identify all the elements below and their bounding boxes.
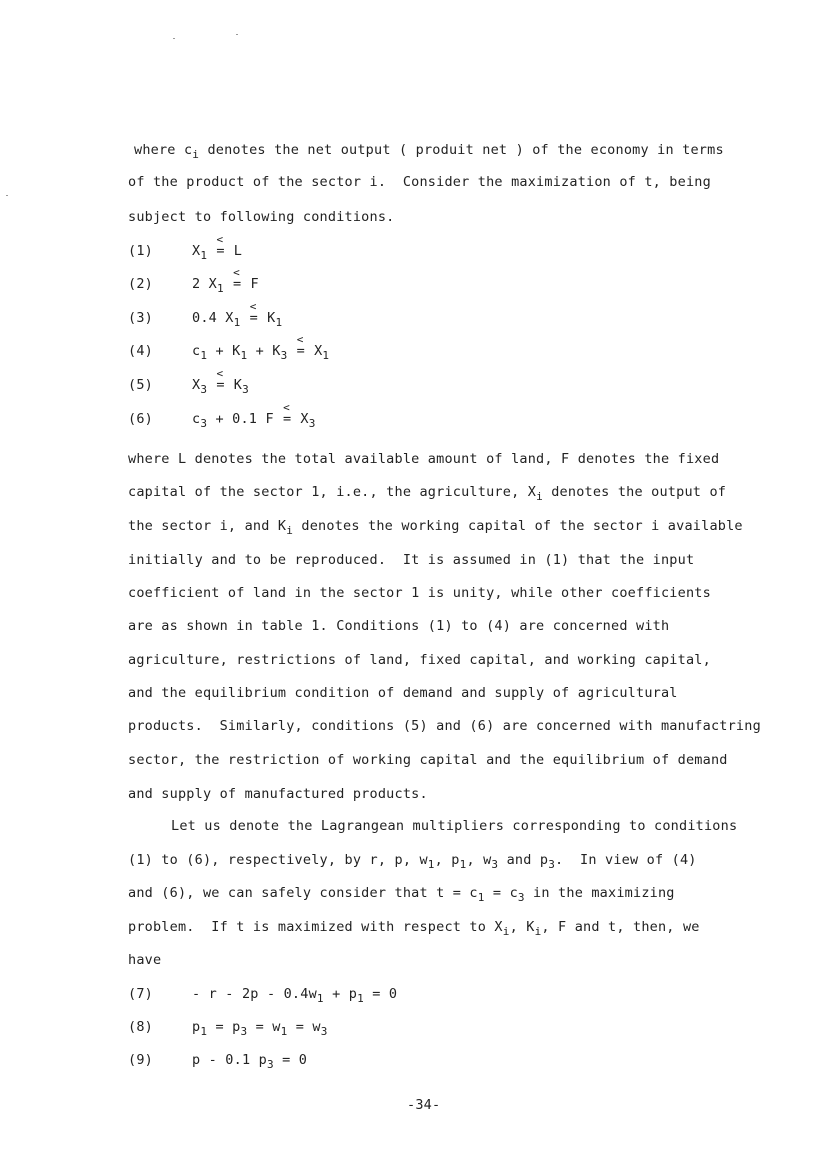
body-text-line: of the product of the sector i. Consider the maximization of t, being [128,174,711,190]
body-text-line: where L denotes the total available amount of land, F denotes the fixed [128,451,720,467]
body-text-line: Let us denote the Lagrangean multipliers corresponding to conditions [171,818,738,834]
condition-1: (1) $X_1$ < = L [128,243,242,262]
body-text-line: the sector i, and $K_i$ denotes the working capital of the sector i available [128,518,743,537]
equation-7: $(7) - r - 2p - 0.4w_1 + p_1 = 0$ [128,986,398,1005]
equation-9: (9) p - 0.1 $p_3 = 0$ [128,1052,308,1071]
body-text-line: initially and to be reproduced. It is assumed in (1) that the input [128,552,695,568]
condition-5: (5) $X_3$ < = $K_3$ [128,377,249,396]
body-text-line: and the equilibrium condition of demand and supply of agricultural [128,685,678,701]
scan-speck [173,38,175,39]
condition-6: (6) $c_3 + 0.1$ F < = $X_3$ [128,411,316,430]
condition-4: (4) $c_1 + K_1 + K_3$ < = $X_1$ [128,343,329,362]
scan-speck [6,195,8,196]
body-text-line: (1) to (6), respectively, by r, p, $w_1$, $p_1$, $w_3$ and $p_3$. In view of (4) [128,852,697,871]
page-number: -34- [407,1097,441,1113]
condition-3: (3) 0.4 $X_1$ < = $K_1$ [128,310,282,329]
body-text-line: products. Similarly, conditions (5) and (6) are concerned with manufactring [128,718,761,734]
body-text-line: coefficient of land in the sector 1 is unity, while other coefficients [128,585,711,601]
body-text-line: where $c_i$ denotes the net output ( produit net ) of the economy in terms [134,142,724,161]
body-text-line: and supply of manufactured products. [128,786,428,802]
body-text-line: agriculture, restrictions of land, fixed capital, and working capital, [128,652,711,668]
condition-2: (2) 2 $X_1$ < = F [128,276,259,295]
body-text-line: capital of the sector 1, i.e., the agriculture, $X_i$ denotes the output of [128,484,727,503]
body-text-line: subject to following conditions. [128,209,395,225]
body-text-line: and (6), we can safely consider that $t = c_1 = c_3$ in the maximizing [128,885,675,904]
equation-8: (8) $p_1 = p_3 = w_1 = w_3$ [128,1019,328,1038]
body-text-line: sector, the restriction of working capital and the equilibrium of demand [128,752,728,768]
body-text-line: are as shown in table 1. Conditions (1) to (4) are concerned with [128,618,670,634]
body-text-line: have [128,952,162,968]
scan-speck [236,34,238,35]
body-text-line: problem. If t is maximized with respect to $X_i$, $K_i$, F and t, then, we [128,919,700,938]
